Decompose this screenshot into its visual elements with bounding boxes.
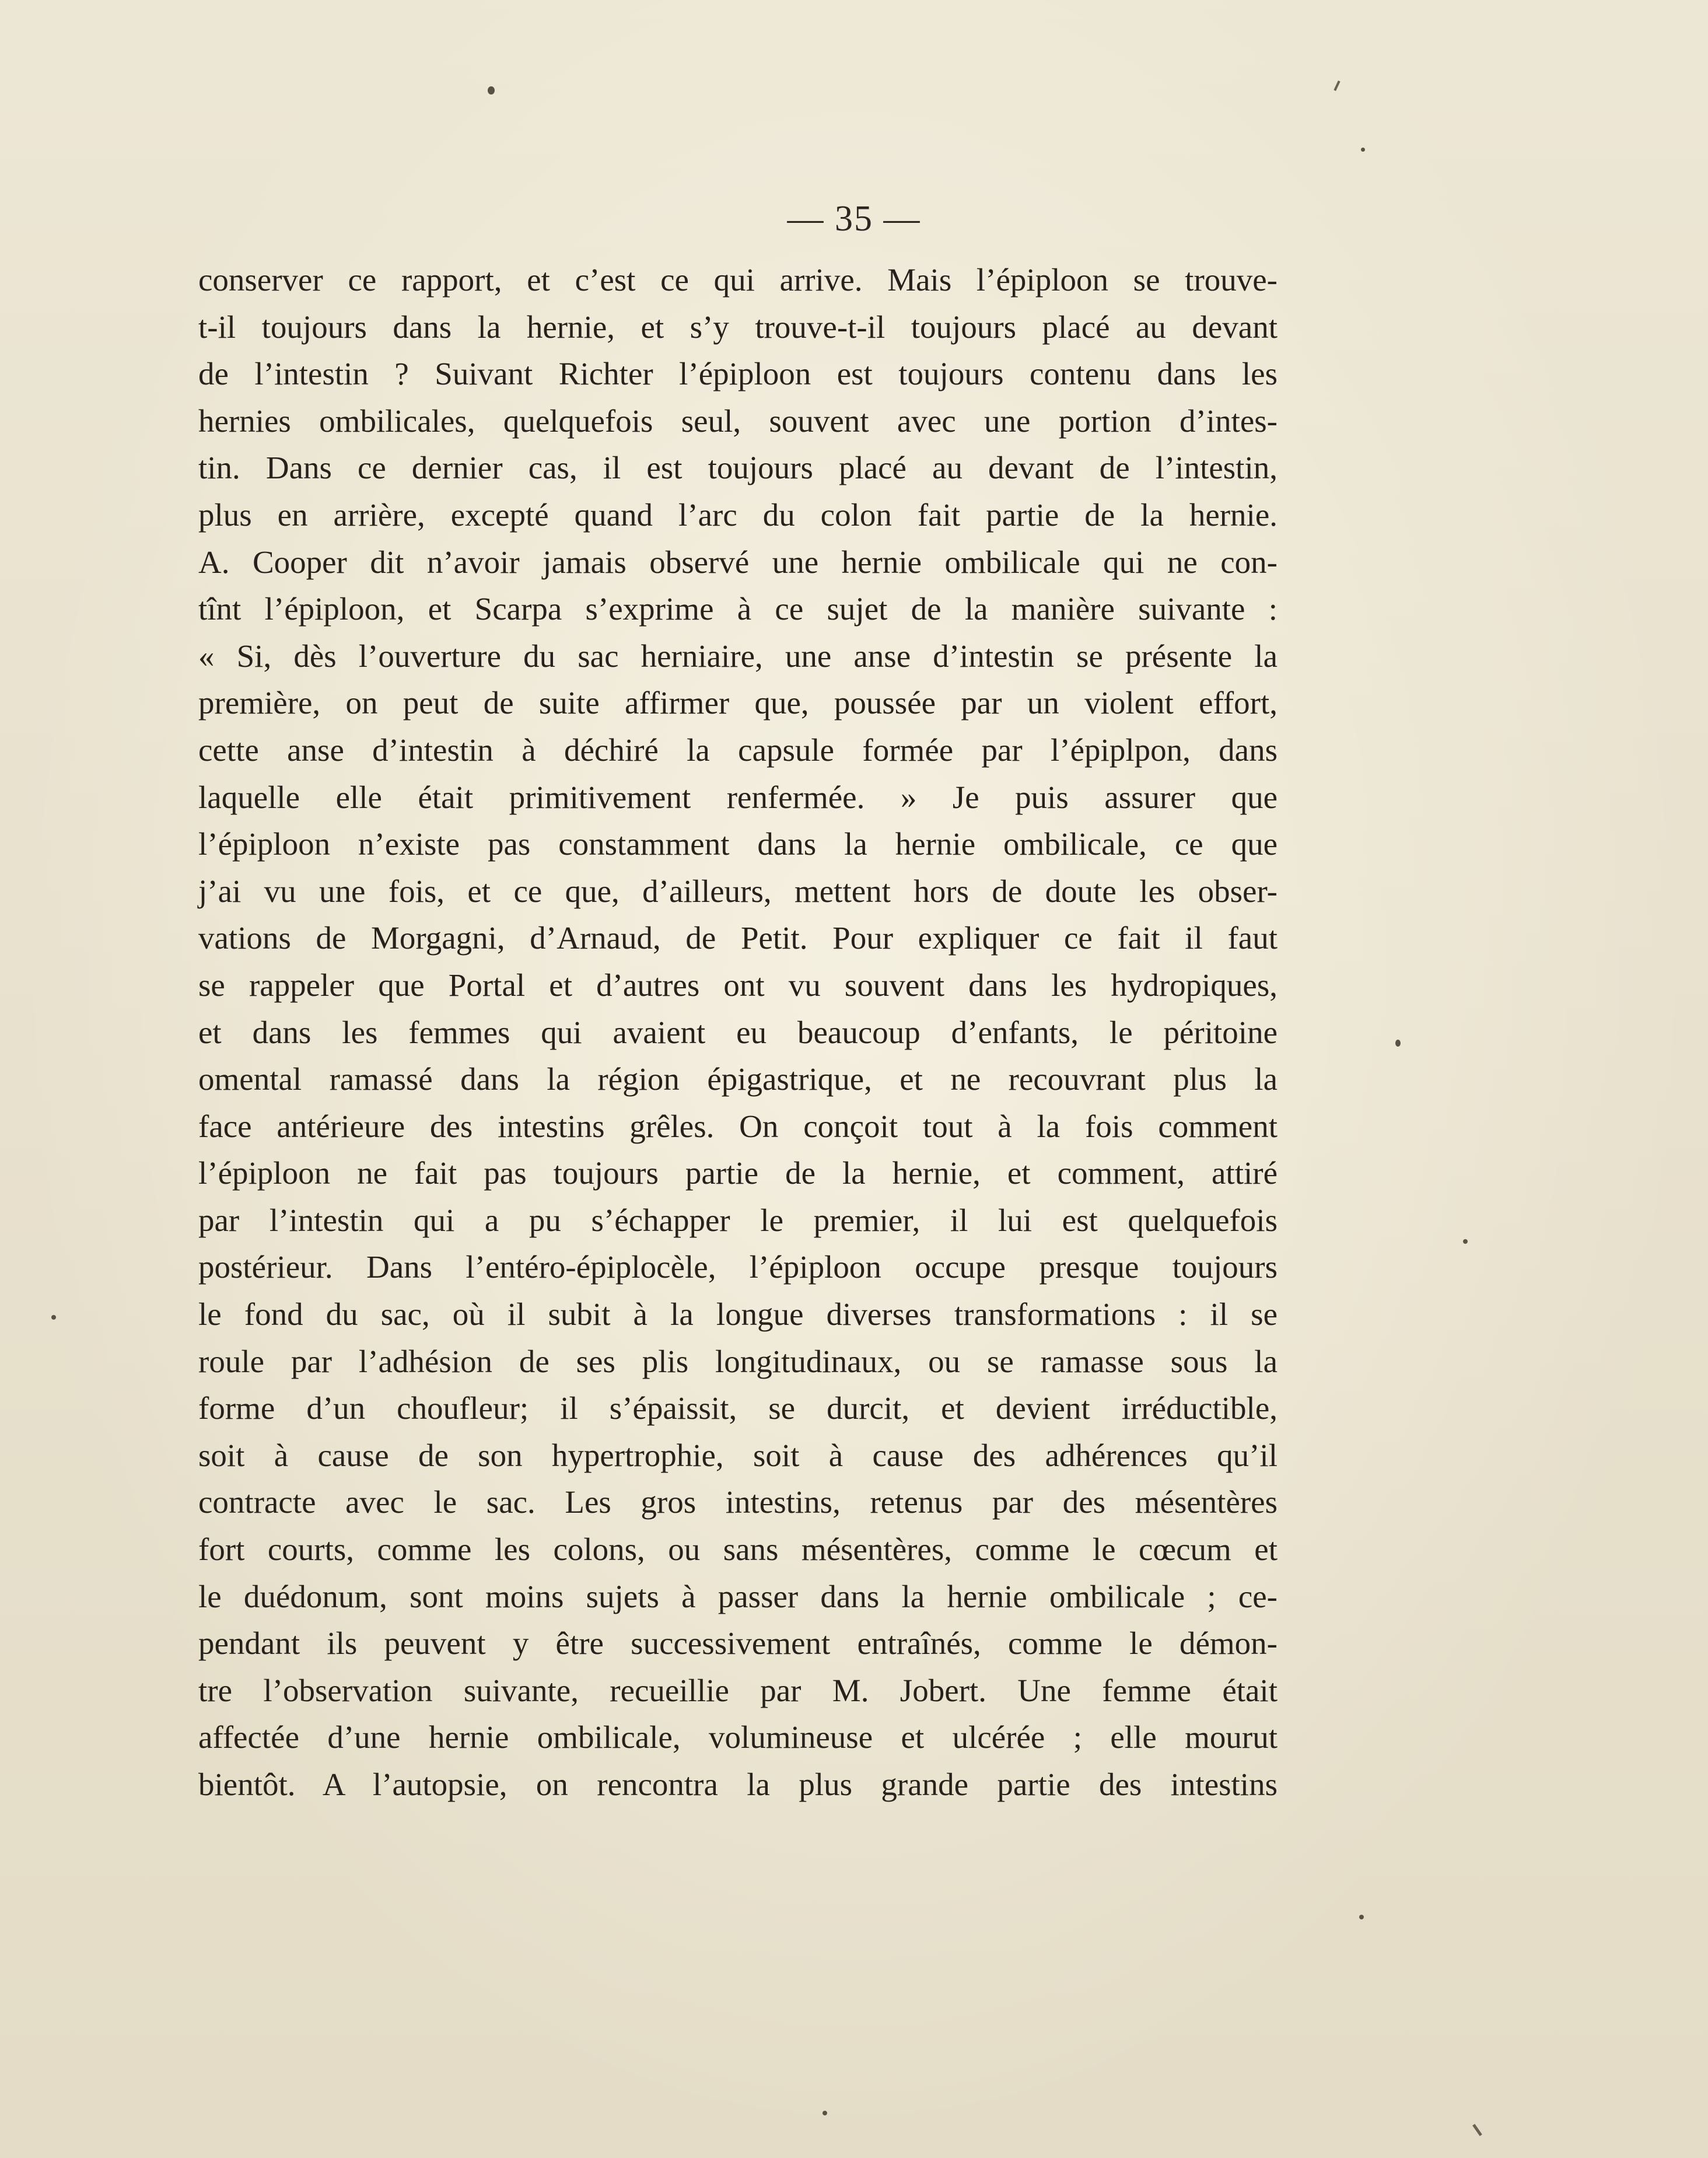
text-line: cette anse d’intestin à déchiré la capsule formée par l’épiplpon, dans [198,732,1278,768]
text-line: tin. Dans ce dernier cas, il est toujours placé au devant de l’intestin, [198,450,1278,486]
text-line: roule par l’adhésion de ses plis longitudinaux, ou se ramasse sous la [198,1343,1278,1379]
ink-speck [822,2111,827,2115]
text-line: soit à cause de son hypertrophie, soit à cause des adhérences qu’il [198,1437,1278,1473]
text-line: pendant ils peuvent y être successivement entraînés, comme le démon- [198,1625,1278,1662]
text-line: tînt l’épiploon, et Scarpa s’exprime à ce sujet de la manière suivante : [198,591,1278,627]
text-line: « Si, dès l’ouverture du sac herniaire, une anse d’intestin se présente la [198,638,1278,674]
text-line: de l’intestin ? Suivant Richter l’épiploon est toujours contenu dans les [198,356,1278,392]
text-line: l’épiploon n’existe pas constamment dans la hernie ombilicale, ce que [198,826,1278,862]
text-line: A. Cooper dit n’avoir jamais observé une hernie ombilicale qui ne con- [198,544,1278,580]
ink-speck [1361,148,1365,152]
ink-speck [1359,1915,1364,1919]
text-line: bientôt. A l’autopsie, on rencontra la plus grande partie des intestins [198,1767,1278,1802]
text-line: par l’intestin qui a pu s’échapper le premier, il lui est quelquefois [198,1202,1278,1238]
text-line: fort courts, comme les colons, ou sans mésentères, comme le cœcum et [198,1531,1278,1568]
ink-mark [1472,2124,1482,2136]
text-line: affectée d’une hernie ombilicale, volumineuse et ulcérée ; elle mourut [198,1719,1278,1755]
text-line: laquelle elle était primitivement renfermée. » Je puis assurer que [198,779,1278,815]
text-line: contracte avec le sac. Les gros intestins, retenus par des mésentères [198,1484,1278,1520]
text-line: tre l’observation suivante, recueillie par M. Jobert. Une femme était [198,1672,1278,1708]
text-line: le fond du sac, où il subit à la longue diverses transformations : il se [198,1296,1278,1332]
text-line: l’épiploon ne fait pas toujours partie de la hernie, et comment, attiré [198,1155,1278,1191]
page-number: — 35 — [787,199,921,239]
text-line: le duédonum, sont moins sujets à passer dans la hernie ombilicale ; ce- [198,1578,1278,1614]
ink-speck [51,1315,56,1320]
text-line: vations de Morgagni, d’Arnaud, de Petit. Pour expliquer ce fait il faut [198,920,1278,956]
text-line: postérieur. Dans l’entéro-épiplocèle, l’épiploon occupe presque toujours [198,1249,1278,1285]
body-text [198,257,1278,1809]
ink-mark [1334,81,1340,91]
ink-speck [1463,1239,1468,1244]
text-line: conserver ce rapport, et c’est ce qui arrive. Mais l’épiploon se trouve- [198,262,1278,298]
text-line: j’ai vu une fois, et ce que, d’ailleurs, mettent hors de doute les obser- [198,873,1278,909]
text-line: face antérieure des intestins grêles. On conçoit tout à la fois comment [198,1108,1278,1144]
text-line: se rappeler que Portal et d’autres ont vu souvent dans les hydropiques, [198,967,1278,1003]
text-line: forme d’un choufleur; il s’épaissit, se durcit, et devient irréductible, [198,1390,1278,1426]
ink-speck [1395,1040,1401,1047]
text-line: première, on peut de suite affirmer que, poussée par un violent effort, [198,685,1278,721]
text-line: plus en arrière, excepté quand l’arc du colon fait partie de la hernie. [198,496,1278,533]
text-line: hernies ombilicales, quelquefois seul, souvent avec une portion d’intes- [198,403,1278,439]
text-line: et dans les femmes qui avaient eu beaucoup d’enfants, le péritoine [198,1014,1278,1050]
text-line: omental ramassé dans la région épigastrique, et ne recouvrant plus la [198,1061,1278,1097]
text-line: t-il toujours dans la hernie, et s’y trouve-t-il toujours placé au devant [198,309,1278,345]
ink-speck [488,86,495,95]
